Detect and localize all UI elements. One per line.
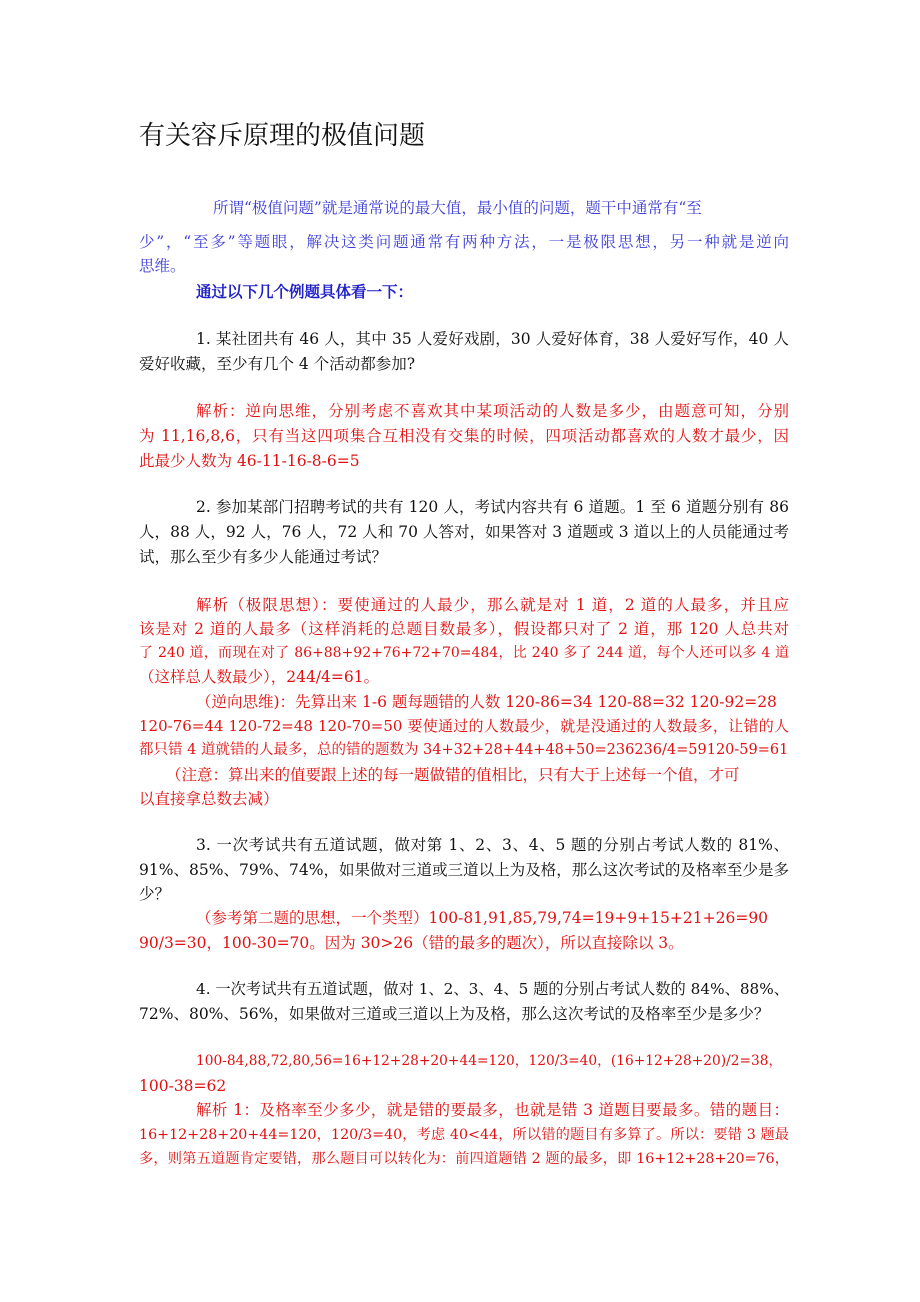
- text-line: 1. 某社团共有 46 人，其中 35 人爱好戏剧，30 人爱好体育，38 人爱好写作，40 人: [196, 330, 789, 348]
- text-line: 100-84,88,72,80,56=16+12+28+20+44=120，120/3=40，(16+12+28+20)/2=38，: [196, 1053, 783, 1069]
- text-line: 通过以下几个例题具体看一下：: [196, 282, 414, 301]
- text-line: 解析 1：及格率至少多少，就是错的要最多，也就是错 3 道题目要最多。错的题目：: [196, 1101, 789, 1119]
- text-line: 解析：逆向思维，分别考虑不喜欢其中某项活动的人数是多少，由题意可知，分别: [196, 402, 789, 420]
- text-line: 2. 参加某部门招聘考试的共有 120 人，考试内容共有 6 道题。1 至 6 道题分别有 86: [196, 498, 789, 516]
- text-line: 此最少人数为 46-11-16-8-6=5: [139, 452, 360, 470]
- text-line: （这样总人数最少），244/4=61。: [139, 668, 380, 686]
- text-line: 72%、80%、56%，如果做对三道或三道以上为及格，那么这次考试的及格率至少是多少？: [139, 1005, 770, 1023]
- text-line: 试，那么至少有多少人能通过考试？: [139, 548, 388, 566]
- text-line: （逆向思维)：先算出来 1-6 题每题错的人数 120-86=34 120-88=32 120-92=28: [196, 693, 777, 711]
- text-line: 4. 一次考试共有五道试题，做对 1、2、3、4、5 题的分别占考试人数的 84%、88%、: [196, 980, 789, 998]
- document-title: 有关容斥原理的极值问题: [139, 121, 426, 151]
- text-line: 该是对 2 道的人最多（这样消耗的总题目数最多），假设都只对了 2 道，那 120 人总共对: [139, 620, 789, 638]
- text-line: 所谓“极值问题”就是通常说的最大值，最小值的问题，题干中通常有“至: [213, 199, 702, 217]
- text-line: 少”，“至多”等题眼，解决这类问题通常有两种方法，一是极限思想，另一种就是逆向: [139, 233, 789, 251]
- text-line: （参考第二题的思想，一个类型）100-81,91,85,79,74=19+9+15+21+26=90: [196, 909, 769, 927]
- text-line: 都只错 4 道就错的人最多，总的错的题数为 34+32+28+44+48+50=236236/4=59120-59=61: [139, 742, 789, 758]
- text-line: 3. 一次考试共有五道试题，做对第 1、2、3、4、5 题的分别占考试人数的 81%、: [196, 836, 789, 854]
- text-line: 爱好收藏，至少有几个 4 个活动都参加?: [139, 355, 416, 373]
- text-line: 解析（极限思想）：要使通过的人最少，那么就是对 1 道，2 道的人最多，并且应: [196, 596, 789, 614]
- text-line: 了 240 道，而现在对了 86+88+92+76+72+70=484，比 240 多了 244 道，每个人还可以多 4 道: [139, 645, 789, 661]
- text-line: （注意：算出来的值要跟上述的每一题做错的值相比，只有大于上述每一个值，才可: [166, 766, 740, 784]
- text-line: 16+12+28+20+44=120，120/3=40，考虑 40<44，所以错的题目有多算了。所以：要错 3 题最: [139, 1127, 789, 1143]
- text-line: 120-76=44 120-72=48 120-70=50 要使通过的人数最少，就是没通过的人数最多，让错的人: [139, 717, 789, 735]
- text-line: 91%、85%、79%、74%，如果做对三道或三道以上为及格，那么这次考试的及格率至少是多: [139, 861, 789, 879]
- text-line: 人，88 人，92 人，76 人，72 人和 70 人答对，如果答对 3 道题或 3 道以上的人员能通过考: [139, 523, 789, 541]
- text-line: 100-38=62: [139, 1077, 227, 1095]
- text-line: 少？: [139, 885, 171, 903]
- text-line: 思维。: [139, 257, 186, 275]
- text-line: 为 11,16,8,6，只有当这四项集合互相没有交集的时候，四项活动都喜欢的人数才最少，因: [139, 427, 789, 445]
- text-line: 以直接拿总数去减）: [139, 790, 279, 808]
- text-line: 多，则第五道题肯定要错，那么题目可以转化为：前四道题错 2 题的最多，即 16+12+28+20=76，: [139, 1151, 789, 1167]
- text-line: 90/3=30，100-30=70。因为 30>26（错的最多的题次），所以直接除以 3。: [139, 934, 684, 952]
